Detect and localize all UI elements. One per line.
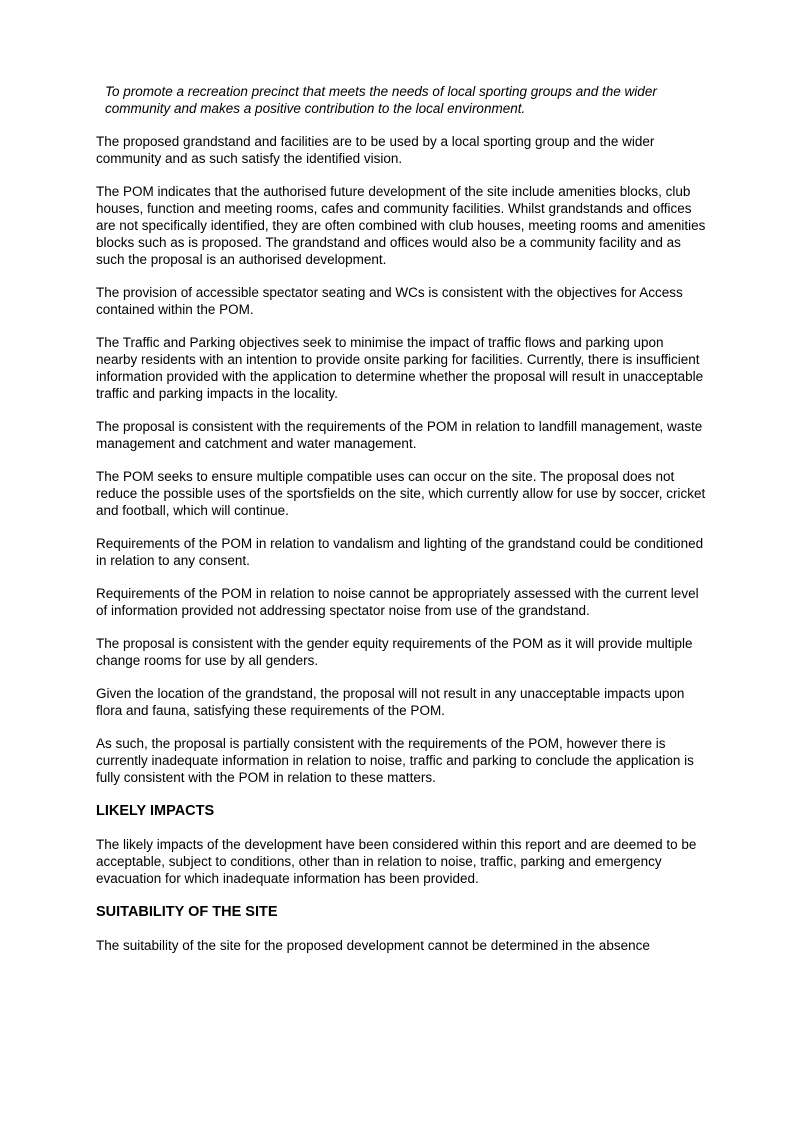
paragraph-vandalism-lighting: Requirements of the POM in relation to vandalism and lighting of the grandstand could be conditioned in relation to any consent. <box>96 536 704 568</box>
paragraph-gender-equity: The proposal is consistent with the gender equity requirements of the POM as it will provide multiple change rooms for use by all genders. <box>96 636 693 668</box>
paragraph-likely-impacts: The likely impacts of the development have been considered within this report and are deemed to be acceptable, subject to conditions, other than in relation to noise, traffic, parking and emergency evacuation for which inadequate information has been provided. <box>96 837 697 886</box>
paragraph-traffic-parking: The Traffic and Parking objectives seek to minimise the impact of traffic flows and parking upon nearby residents with an intention to provide onsite parking for facilities. Currently, there is insufficient information provided with the application to determine whether the proposal will result in unacceptable traffic and parking impacts in the locality. <box>96 335 704 401</box>
vision-quote: To promote a recreation precinct that meets the needs of local sporting groups and the wider community and makes a positive contribution to the local environment. <box>105 84 657 116</box>
paragraph-flora-fauna: Given the location of the grandstand, the proposal will not result in any unacceptable impacts upon flora and fauna, satisfying these requirements of the POM. <box>96 686 685 718</box>
paragraph-authorised-development: The POM indicates that the authorised future development of the site include amenities blocks, club houses, function and meeting rooms, cafes and community facilities. Whilst grandstands and offices are not specifically identified, they are often combined with club houses, meeting rooms and amenities blocks such as is proposed. The grandstand and offices would also be a community facility and as such the proposal is an authorised development. <box>96 184 706 267</box>
paragraph-suitability: The suitability of the site for the proposed development cannot be determined in the absence <box>96 938 650 953</box>
paragraph-conclusion: As such, the proposal is partially consistent with the requirements of the POM, however there is currently inadequate information in relation to noise, traffic and parking to conclude the application is fully consistent with the POM in relation to these matters. <box>96 736 694 785</box>
paragraph-access: The provision of accessible spectator seating and WCs is consistent with the objectives for Access contained within the POM. <box>96 285 683 317</box>
heading-likely-impacts: LIKELY IMPACTS <box>96 803 215 819</box>
document-page <box>96 83 706 970</box>
paragraph-noise: Requirements of the POM in relation to noise cannot be appropriately assessed with the current level of information provided not addressing spectator noise from use of the grandstand. <box>96 586 699 618</box>
paragraph-landfill-waste: The proposal is consistent with the requirements of the POM in relation to landfill management, waste management and catchment and water management. <box>96 419 703 451</box>
heading-suitability-of-site: SUITABILITY OF THE SITE <box>96 904 278 920</box>
paragraph-vision-satisfied: The proposed grandstand and facilities are to be used by a local sporting group and the wider community and as such satisfy the identified vision. <box>96 134 655 166</box>
paragraph-multiple-uses: The POM seeks to ensure multiple compatible uses can occur on the site. The proposal does not reduce the possible uses of the sportsfields on the site, which currently allow for use by soccer, cricket and football, which will continue. <box>96 469 706 518</box>
